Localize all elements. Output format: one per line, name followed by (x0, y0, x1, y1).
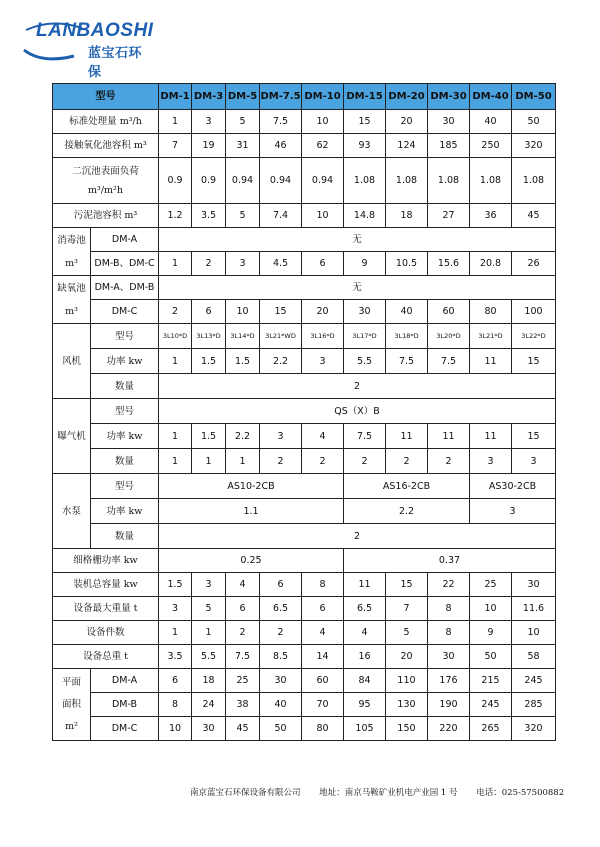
row-label: 细格栅功率 kw (53, 549, 159, 573)
sub-label: DM-B (91, 693, 159, 717)
table-cell: 16 (344, 645, 386, 669)
header-model: DM-20 (386, 84, 428, 110)
row-label: 设备总重 t (53, 645, 159, 669)
table-cell: 3 (512, 449, 556, 474)
table-cell: 150 (386, 717, 428, 741)
table-cell: 5.5 (192, 645, 226, 669)
table-cell: 110 (386, 669, 428, 693)
table-cell: 7.5 (226, 645, 260, 669)
table-cell: 3 (192, 110, 226, 134)
table-cell: 0.94 (226, 158, 260, 204)
label-line: 平面 (61, 677, 81, 688)
table-cell: 38 (226, 693, 260, 717)
table-cell: 5 (226, 204, 260, 228)
table-cell: 11 (344, 573, 386, 597)
table-row (53, 573, 556, 597)
table-row (53, 717, 556, 741)
table-cell: 50 (470, 645, 512, 669)
label-line: m² (65, 721, 78, 732)
table-cell: 15 (386, 573, 428, 597)
label-line: 消毒池 (57, 234, 86, 246)
group-label: 水泵 (53, 474, 91, 549)
table-cell: 0.37 (344, 549, 556, 573)
table-cell: 62 (302, 134, 344, 158)
table-cell: 1.08 (428, 158, 470, 204)
table-row (53, 549, 556, 573)
table-cell: 2 (260, 621, 302, 645)
table-cell: 3 (470, 499, 556, 524)
table-cell: 15 (512, 349, 556, 374)
table-cell: 60 (428, 300, 470, 324)
table-cell: 1 (159, 252, 192, 276)
table-cell: 6.5 (344, 597, 386, 621)
table-row (53, 349, 556, 374)
table-row (53, 693, 556, 717)
header-model: DM-30 (428, 84, 470, 110)
table-cell: 10 (302, 204, 344, 228)
sub-label: 型号 (91, 474, 159, 499)
table-cell: 20 (302, 300, 344, 324)
table-row (53, 158, 556, 204)
table-cell: 7.4 (260, 204, 302, 228)
table-row (53, 399, 556, 424)
table-cell: 6 (302, 252, 344, 276)
table-cell: 2 (428, 449, 470, 474)
table-cell: 265 (470, 717, 512, 741)
group-label (53, 669, 91, 741)
table-cell: 3L21*WD (260, 324, 302, 349)
table-cell: 10 (470, 597, 512, 621)
table-cell: 45 (226, 717, 260, 741)
table-cell: 58 (512, 645, 556, 669)
table-cell: 3L14*D (226, 324, 260, 349)
table-cell: 8 (159, 693, 192, 717)
table-cell: 3L20*D (428, 324, 470, 349)
label-line: m³ (65, 305, 78, 317)
table-cell: 26 (512, 252, 556, 276)
header-model: DM-5 (226, 84, 260, 110)
table-cell: 130 (386, 693, 428, 717)
table-cell: 7 (386, 597, 428, 621)
sub-label: DM-C (91, 300, 159, 324)
label-line: m³/m²h (88, 184, 123, 196)
table-cell: 30 (512, 573, 556, 597)
group-label (53, 276, 91, 324)
sub-label: DM-A (91, 669, 159, 693)
row-label: 装机总容量 kw (53, 573, 159, 597)
table-cell: 2.2 (344, 499, 470, 524)
table-cell: 3.5 (159, 645, 192, 669)
sub-label: DM-C (91, 717, 159, 741)
table-cell: 93 (344, 134, 386, 158)
table-cell: 2 (192, 252, 226, 276)
table-cell: 3L18*D (386, 324, 428, 349)
table-cell: 1.1 (159, 499, 344, 524)
table-cell: AS10-2CB (159, 474, 344, 499)
row-label: 接触氧化池容积 m³ (53, 134, 159, 158)
table-cell: 1.5 (159, 573, 192, 597)
table-cell: 9 (470, 621, 512, 645)
table-cell: 10 (226, 300, 260, 324)
table-cell: 124 (386, 134, 428, 158)
table-cell: 3L10*D (159, 324, 192, 349)
table-cell: 3 (470, 449, 512, 474)
header-model: DM-10 (302, 84, 344, 110)
table-cell: 7 (159, 134, 192, 158)
table-cell: 320 (512, 134, 556, 158)
table-cell: 3L22*D (512, 324, 556, 349)
table-cell: 3L17*D (344, 324, 386, 349)
label-line: 面积 (61, 699, 81, 710)
table-cell: 9 (344, 252, 386, 276)
table-cell: 2.2 (260, 349, 302, 374)
table-cell: 2 (260, 449, 302, 474)
table-cell: 0.94 (260, 158, 302, 204)
table-cell: 0.9 (159, 158, 192, 204)
table-cell: 3L16*D (302, 324, 344, 349)
table-cell: 18 (386, 204, 428, 228)
table-row (53, 228, 556, 252)
table-row (53, 374, 556, 399)
label-line: 二沉池表面负荷 (72, 165, 139, 177)
header-model: DM-3 (192, 84, 226, 110)
logo-text-cn: 蓝宝石环保 (88, 46, 143, 80)
table-cell: 80 (302, 717, 344, 741)
table-row (53, 449, 556, 474)
table-cell: 20 (386, 645, 428, 669)
table-cell: 30 (428, 110, 470, 134)
table-cell: 7.5 (344, 424, 386, 449)
table-cell: 3 (226, 252, 260, 276)
sub-label: 功率 kw (91, 499, 159, 524)
group-label: 风机 (53, 324, 91, 399)
footer-company: 南京蓝宝石环保设备有限公司 (190, 788, 301, 798)
table-cell: 320 (512, 717, 556, 741)
table-cell: 6 (159, 669, 192, 693)
table-cell: 1.2 (159, 204, 192, 228)
table-cell: 0.9 (192, 158, 226, 204)
table-row (53, 204, 556, 228)
sub-label: 数量 (91, 374, 159, 399)
table-row (53, 474, 556, 499)
table-cell: 176 (428, 669, 470, 693)
table-cell: 11 (470, 349, 512, 374)
group-label: 曝气机 (53, 399, 91, 474)
table-row (53, 424, 556, 449)
footer (190, 786, 580, 798)
table-cell: 7.5 (428, 349, 470, 374)
table-cell: 5 (226, 110, 260, 134)
table-row (53, 669, 556, 693)
table-cell: 11.6 (512, 597, 556, 621)
table-cell: 285 (512, 693, 556, 717)
table-cell: AS30-2CB (470, 474, 556, 499)
table-cell: 190 (428, 693, 470, 717)
sub-label: 型号 (91, 399, 159, 424)
header-model-label: 型号 (53, 84, 159, 110)
table-cell: 3 (159, 597, 192, 621)
table-cell: 14.8 (344, 204, 386, 228)
table-cell: 30 (428, 645, 470, 669)
table-cell: 30 (344, 300, 386, 324)
sub-label: 数量 (91, 449, 159, 474)
table-cell: 80 (470, 300, 512, 324)
table-cell: 45 (512, 204, 556, 228)
table-row (53, 324, 556, 349)
table-cell: 19 (192, 134, 226, 158)
table-cell: 185 (428, 134, 470, 158)
table-cell: 8 (428, 597, 470, 621)
table-cell: 40 (470, 110, 512, 134)
table-cell: 4.5 (260, 252, 302, 276)
table-cell: 3.5 (192, 204, 226, 228)
row-label: 设备最大重量 t (53, 597, 159, 621)
header-model: DM-40 (470, 84, 512, 110)
header-model: DM-7.5 (260, 84, 302, 110)
table-cell: 105 (344, 717, 386, 741)
table-cell: 25 (470, 573, 512, 597)
row-label: 标准处理量 m³/h (53, 110, 159, 134)
table-row (53, 645, 556, 669)
header-row (53, 84, 556, 110)
table-cell: 1 (159, 110, 192, 134)
table-cell: 5 (192, 597, 226, 621)
table-cell: 10 (512, 621, 556, 645)
table-cell: 1 (159, 424, 192, 449)
row-label (53, 158, 159, 204)
row-label: 污泥池容积 m³ (53, 204, 159, 228)
table-cell: 15.6 (428, 252, 470, 276)
table-cell: 24 (192, 693, 226, 717)
table-cell: 1 (226, 449, 260, 474)
sub-label: DM-A (91, 228, 159, 252)
table-cell: 2 (226, 621, 260, 645)
table-row (53, 110, 556, 134)
header-model: DM-15 (344, 84, 386, 110)
table-row (53, 499, 556, 524)
table-row (53, 597, 556, 621)
table-cell: 1.5 (192, 424, 226, 449)
table-cell: 250 (470, 134, 512, 158)
table-cell: 7.5 (260, 110, 302, 134)
table-cell: 84 (344, 669, 386, 693)
header-model: DM-50 (512, 84, 556, 110)
table-cell: 6 (226, 597, 260, 621)
table-cell: 20.8 (470, 252, 512, 276)
sub-label: 功率 kw (91, 424, 159, 449)
group-label (53, 228, 91, 276)
table-cell: 2 (159, 300, 192, 324)
table-cell: 6 (260, 573, 302, 597)
table-cell: 5 (386, 621, 428, 645)
table-cell: 6 (192, 300, 226, 324)
table-cell: 1 (159, 449, 192, 474)
table-cell: 40 (260, 693, 302, 717)
sub-label: DM-A、DM-B (91, 276, 159, 300)
table-cell: AS16-2CB (344, 474, 470, 499)
table-cell: QS（X）B (159, 399, 556, 424)
table-cell: 7.5 (386, 349, 428, 374)
table-cell: 2 (159, 524, 556, 549)
table-cell: 36 (470, 204, 512, 228)
table-cell: 20 (386, 110, 428, 134)
table-cell: 1 (159, 621, 192, 645)
table-cell: 1 (192, 621, 226, 645)
table-row (53, 276, 556, 300)
table-cell: 0.25 (159, 549, 344, 573)
table-row (53, 300, 556, 324)
header-model: DM-1 (159, 84, 192, 110)
table-cell: 1.08 (344, 158, 386, 204)
sub-label: 型号 (91, 324, 159, 349)
table-cell: 31 (226, 134, 260, 158)
table-cell: 8 (428, 621, 470, 645)
table-cell: 220 (428, 717, 470, 741)
table-cell: 6 (302, 597, 344, 621)
table-cell: 95 (344, 693, 386, 717)
table-row (53, 252, 556, 276)
table-cell: 245 (470, 693, 512, 717)
table-cell: 2 (159, 374, 556, 399)
table-cell: 3 (260, 424, 302, 449)
label-line: m³ (65, 257, 78, 269)
table-cell: 3 (192, 573, 226, 597)
table-row (53, 621, 556, 645)
table-cell: 18 (192, 669, 226, 693)
label-line: 缺氧池 (57, 282, 86, 294)
table-row (53, 524, 556, 549)
table-cell: 8 (302, 573, 344, 597)
row-label: 设备件数 (53, 621, 159, 645)
table-cell: 2 (302, 449, 344, 474)
table-cell: 50 (260, 717, 302, 741)
table-cell: 14 (302, 645, 344, 669)
table-cell: 50 (512, 110, 556, 134)
table-cell: 40 (386, 300, 428, 324)
table-cell: 4 (302, 424, 344, 449)
spec-table (52, 83, 556, 741)
table-cell: 46 (260, 134, 302, 158)
table-cell: 70 (302, 693, 344, 717)
table-cell: 3L21*D (470, 324, 512, 349)
table-cell: 245 (512, 669, 556, 693)
table-cell: 无 (159, 276, 556, 300)
table-cell: 2 (386, 449, 428, 474)
table-cell: 3 (302, 349, 344, 374)
table-cell: 30 (192, 717, 226, 741)
table-cell: 15 (344, 110, 386, 134)
sub-label: 功率 kw (91, 349, 159, 374)
sub-label: 数量 (91, 524, 159, 549)
table-cell: 1 (159, 349, 192, 374)
table-cell: 11 (428, 424, 470, 449)
table-cell: 无 (159, 228, 556, 252)
table-cell: 11 (386, 424, 428, 449)
company-logo (22, 20, 154, 80)
table-cell: 10 (159, 717, 192, 741)
table-cell: 215 (470, 669, 512, 693)
table-cell: 2 (344, 449, 386, 474)
table-cell: 30 (260, 669, 302, 693)
table-cell: 1.5 (226, 349, 260, 374)
table-cell: 0.94 (302, 158, 344, 204)
table-cell: 100 (512, 300, 556, 324)
table-cell: 10 (302, 110, 344, 134)
footer-phone: 电话：025-57500882 (476, 788, 565, 798)
table-cell: 1.08 (386, 158, 428, 204)
table-cell: 1.08 (470, 158, 512, 204)
table-cell: 27 (428, 204, 470, 228)
table-cell: 1.08 (512, 158, 556, 204)
table-cell: 1.5 (192, 349, 226, 374)
sub-label: DM-B、DM-C (91, 252, 159, 276)
table-cell: 25 (226, 669, 260, 693)
table-cell: 11 (470, 424, 512, 449)
table-cell: 6.5 (260, 597, 302, 621)
table-cell: 22 (428, 573, 470, 597)
table-cell: 15 (512, 424, 556, 449)
table-cell: 15 (260, 300, 302, 324)
table-cell: 5.5 (344, 349, 386, 374)
table-cell: 3L13*D (192, 324, 226, 349)
table-cell: 1 (192, 449, 226, 474)
table-cell: 60 (302, 669, 344, 693)
logo-text-en: LANBAOSHI (36, 20, 154, 41)
table-cell: 4 (226, 573, 260, 597)
table-cell: 8.5 (260, 645, 302, 669)
table-row (53, 134, 556, 158)
table-cell: 10.5 (386, 252, 428, 276)
table-cell: 4 (302, 621, 344, 645)
table-cell: 4 (344, 621, 386, 645)
table-cell: 2.2 (226, 424, 260, 449)
footer-address: 地址：南京马鞍矿业机电产业园 1 号 (319, 788, 458, 798)
